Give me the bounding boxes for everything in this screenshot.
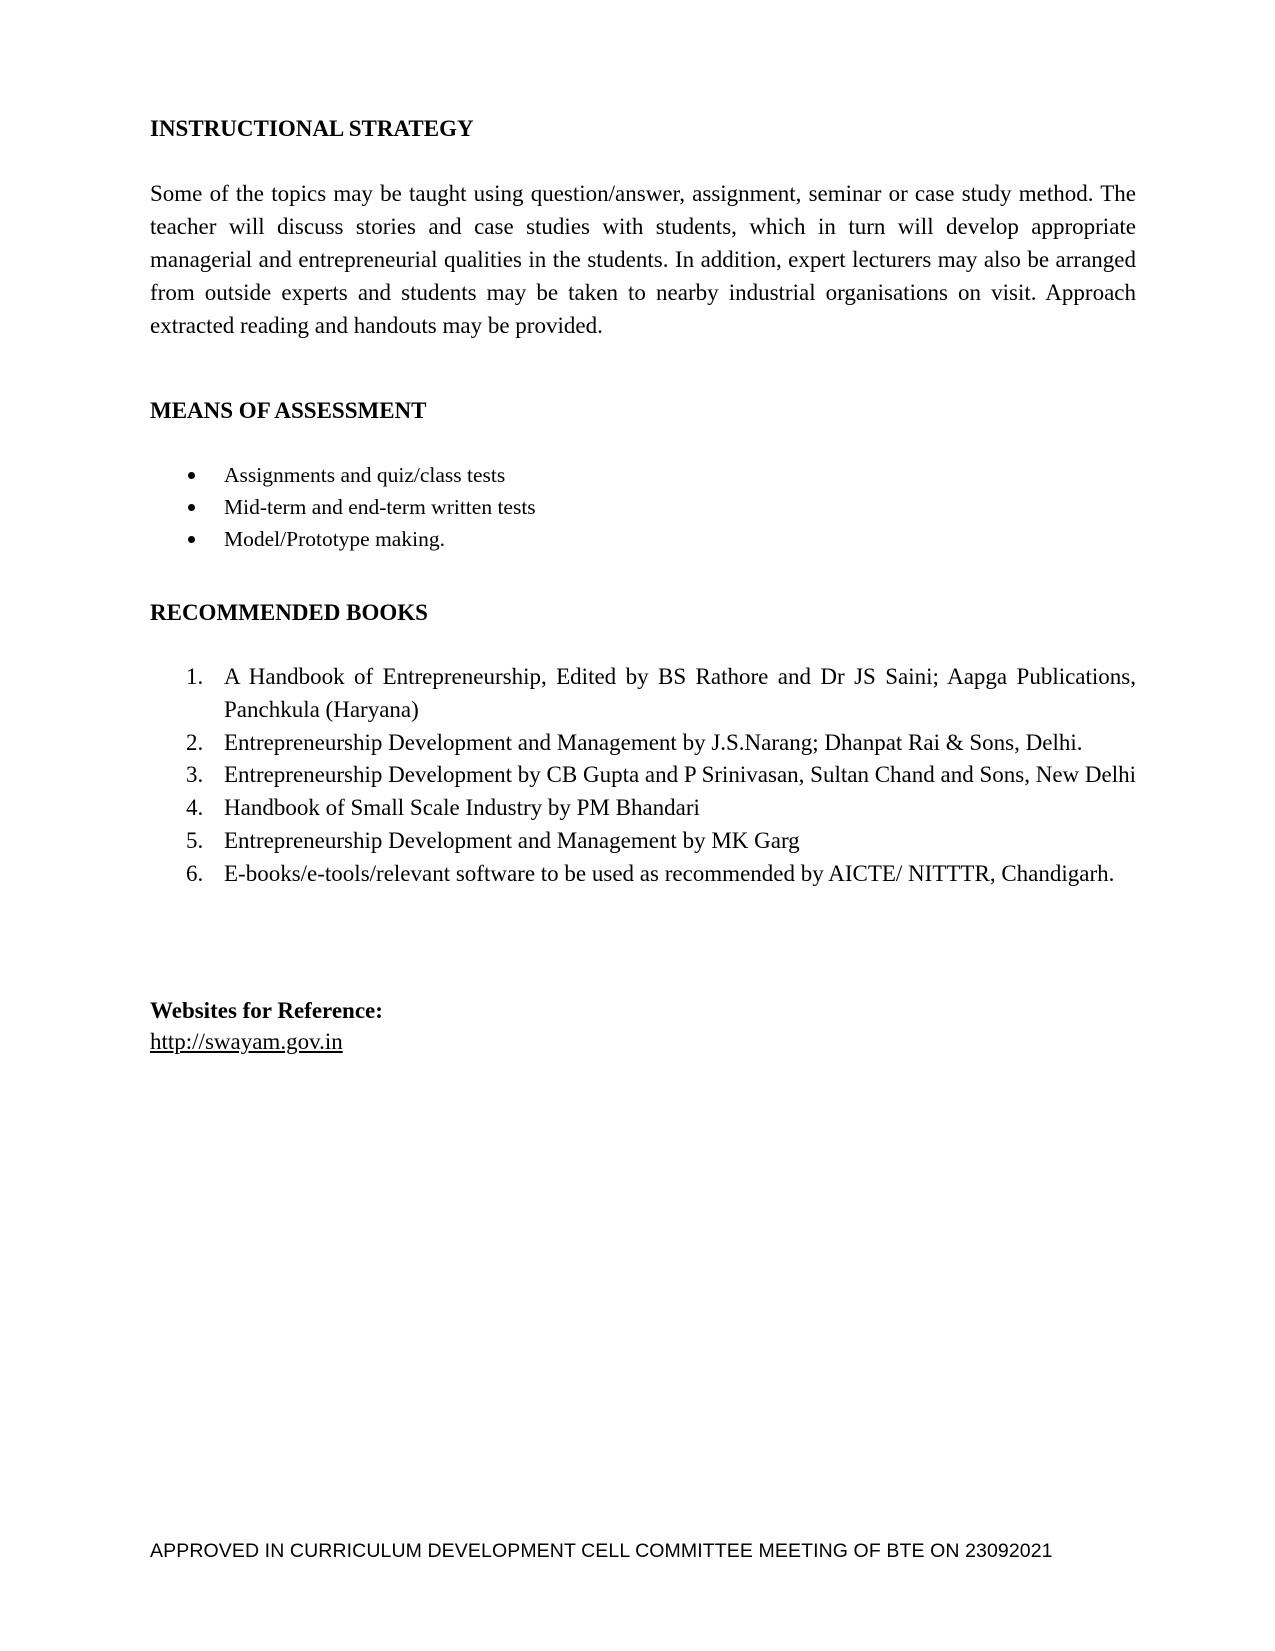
approval-footer: APPROVED IN CURRICULUM DEVELOPMENT CELL COMMITTEE MEETING OF BTE ON 23092021 <box>150 1540 1053 1562</box>
list-item <box>150 661 1136 727</box>
book-text: Entrepreneurship Development by CB Gupta and P Srinivasan, Sultan Chand and Sons, New Delhi <box>224 762 1136 788</box>
bullet-icon <box>188 536 195 543</box>
book-text: Entrepreneurship Development and Management by MK Garg <box>224 827 800 853</box>
book-text: Entrepreneurship Development and Management by J.S.Narang; Dhanpat Rai & Sons, Delhi. <box>224 729 1083 755</box>
list-number: 4. <box>186 795 204 821</box>
books-list <box>150 661 1136 891</box>
means-of-assessment-heading: MEANS OF ASSESSMENT <box>150 398 427 423</box>
list-item <box>150 759 1136 792</box>
swayam-link[interactable]: http://swayam.gov.in <box>150 1029 343 1054</box>
instructional-strategy-heading: INSTRUCTIONAL STRATEGY <box>150 116 474 141</box>
list-item-text: Assignments and quiz/class tests <box>224 463 506 487</box>
list-number: 5. <box>186 827 204 853</box>
list-number: 6. <box>186 860 204 886</box>
book-text: Handbook of Small Scale Industry by PM Bhandari <box>224 795 700 821</box>
list-item <box>150 491 1136 523</box>
bullet-icon <box>188 504 195 511</box>
list-number: 1. <box>186 664 204 689</box>
list-item <box>150 858 1136 891</box>
list-item <box>150 523 1136 555</box>
list-item-text: Mid-term and end-term written tests <box>224 495 536 519</box>
list-item <box>150 459 1136 491</box>
list-item <box>150 825 1136 858</box>
book-text: A Handbook of Entrepreneurship, Edited by BS Rathore and Dr JS Saini; Aapga Publications, Panchkula (Haryana) <box>224 664 1136 722</box>
recommended-books-heading: RECOMMENDED BOOKS <box>150 600 428 625</box>
assessment-list <box>150 459 1136 555</box>
instructional-strategy-paragraph: Some of the topics may be taught using question/answer, assignment, seminar or case study method. The teacher will discuss stories and case studies with students, which in turn will develop appropriate managerial and entrepreneurial qualities in the students. In addition, expert lecturers may also be arranged from outside experts and students may be taken to nearby industrial organisations on visit. Approach extracted reading and handouts may be provided. <box>150 181 1136 338</box>
book-text: E-books/e-tools/relevant software to be used as recommended by AICTE/ NITTTR, Chandigarh. <box>224 860 1115 886</box>
list-item-text: Model/Prototype making. <box>224 527 445 551</box>
list-number: 2. <box>186 729 204 755</box>
list-item <box>150 727 1136 760</box>
list-number: 3. <box>186 762 204 788</box>
websites-heading: Websites for Reference: <box>150 998 383 1023</box>
list-item <box>150 792 1136 825</box>
bullet-icon <box>188 472 195 479</box>
